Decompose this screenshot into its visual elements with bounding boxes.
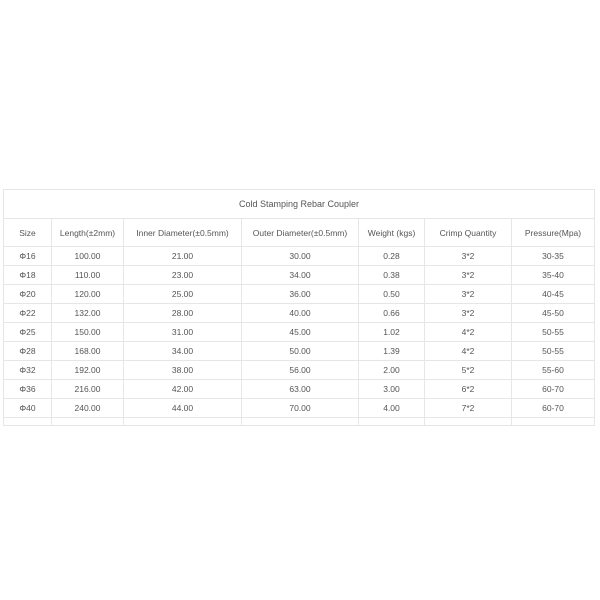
cell-outer-diameter: 70.00 — [242, 399, 359, 418]
cell-outer-diameter: 56.00 — [242, 361, 359, 380]
table-header-row — [4, 219, 595, 247]
table-row — [4, 304, 595, 323]
cell-size: Φ18 — [4, 266, 52, 285]
cell-weight: 0.38 — [359, 266, 425, 285]
table-title-row — [4, 190, 595, 219]
cell-crimp-quantity: 3*2 — [425, 266, 512, 285]
header-weight: Weight (kgs) — [359, 219, 425, 247]
cell-pressure: 60-70 — [512, 380, 595, 399]
filler-cell — [52, 418, 124, 426]
header-outer-diameter: Outer Diameter(±0.5mm) — [242, 219, 359, 247]
cell-inner-diameter: 42.00 — [124, 380, 242, 399]
cell-length: 168.00 — [52, 342, 124, 361]
cell-pressure: 30-35 — [512, 247, 595, 266]
cell-pressure: 50-55 — [512, 342, 595, 361]
filler-cell — [124, 418, 242, 426]
cell-inner-diameter: 44.00 — [124, 399, 242, 418]
cell-crimp-quantity: 3*2 — [425, 304, 512, 323]
cell-pressure: 50-55 — [512, 323, 595, 342]
filler-cell — [425, 418, 512, 426]
cell-length: 132.00 — [52, 304, 124, 323]
cell-weight: 1.39 — [359, 342, 425, 361]
cell-length: 192.00 — [52, 361, 124, 380]
cell-inner-diameter: 25.00 — [124, 285, 242, 304]
cell-pressure: 60-70 — [512, 399, 595, 418]
header-inner-diameter: Inner Diameter(±0.5mm) — [124, 219, 242, 247]
table-row — [4, 399, 595, 418]
cell-pressure: 55-60 — [512, 361, 595, 380]
header-size: Size — [4, 219, 52, 247]
cell-size: Φ40 — [4, 399, 52, 418]
cell-inner-diameter: 28.00 — [124, 304, 242, 323]
cell-crimp-quantity: 6*2 — [425, 380, 512, 399]
filler-cell — [512, 418, 595, 426]
cell-size: Φ22 — [4, 304, 52, 323]
table-row — [4, 380, 595, 399]
header-crimp-quantity: Crimp Quantity — [425, 219, 512, 247]
header-pressure: Pressure(Mpa) — [512, 219, 595, 247]
cell-pressure: 35-40 — [512, 266, 595, 285]
cell-outer-diameter: 50.00 — [242, 342, 359, 361]
cell-size: Φ25 — [4, 323, 52, 342]
cell-length: 120.00 — [52, 285, 124, 304]
cell-outer-diameter: 45.00 — [242, 323, 359, 342]
cell-weight: 0.28 — [359, 247, 425, 266]
cell-size: Φ28 — [4, 342, 52, 361]
cell-weight: 2.00 — [359, 361, 425, 380]
cell-weight: 3.00 — [359, 380, 425, 399]
cell-pressure: 45-50 — [512, 304, 595, 323]
cell-inner-diameter: 38.00 — [124, 361, 242, 380]
cell-inner-diameter: 34.00 — [124, 342, 242, 361]
cell-length: 240.00 — [52, 399, 124, 418]
table-row — [4, 342, 595, 361]
cell-crimp-quantity: 7*2 — [425, 399, 512, 418]
cell-crimp-quantity: 4*2 — [425, 342, 512, 361]
cell-crimp-quantity: 5*2 — [425, 361, 512, 380]
cell-weight: 0.66 — [359, 304, 425, 323]
header-length: Length(±2mm) — [52, 219, 124, 247]
table-title: Cold Stamping Rebar Coupler — [4, 190, 595, 219]
cell-pressure: 40-45 — [512, 285, 595, 304]
table-row — [4, 266, 595, 285]
cell-crimp-quantity: 4*2 — [425, 323, 512, 342]
cell-length: 150.00 — [52, 323, 124, 342]
filler-cell — [4, 418, 52, 426]
table-row — [4, 247, 595, 266]
spec-table-container — [3, 189, 594, 426]
cell-outer-diameter: 34.00 — [242, 266, 359, 285]
cell-outer-diameter: 63.00 — [242, 380, 359, 399]
cell-outer-diameter: 36.00 — [242, 285, 359, 304]
cell-outer-diameter: 40.00 — [242, 304, 359, 323]
cell-outer-diameter: 30.00 — [242, 247, 359, 266]
cell-weight: 4.00 — [359, 399, 425, 418]
cell-inner-diameter: 21.00 — [124, 247, 242, 266]
cell-size: Φ32 — [4, 361, 52, 380]
cell-size: Φ36 — [4, 380, 52, 399]
cell-inner-diameter: 23.00 — [124, 266, 242, 285]
filler-cell — [242, 418, 359, 426]
cell-crimp-quantity: 3*2 — [425, 247, 512, 266]
cell-length: 216.00 — [52, 380, 124, 399]
table-row — [4, 323, 595, 342]
cell-length: 100.00 — [52, 247, 124, 266]
cell-size: Φ20 — [4, 285, 52, 304]
cell-weight: 1.02 — [359, 323, 425, 342]
cell-weight: 0.50 — [359, 285, 425, 304]
cell-size: Φ16 — [4, 247, 52, 266]
table-row — [4, 361, 595, 380]
cell-crimp-quantity: 3*2 — [425, 285, 512, 304]
filler-cell — [359, 418, 425, 426]
spec-table — [3, 189, 595, 426]
table-row — [4, 285, 595, 304]
table-filler-row — [4, 418, 595, 426]
cell-length: 110.00 — [52, 266, 124, 285]
cell-inner-diameter: 31.00 — [124, 323, 242, 342]
